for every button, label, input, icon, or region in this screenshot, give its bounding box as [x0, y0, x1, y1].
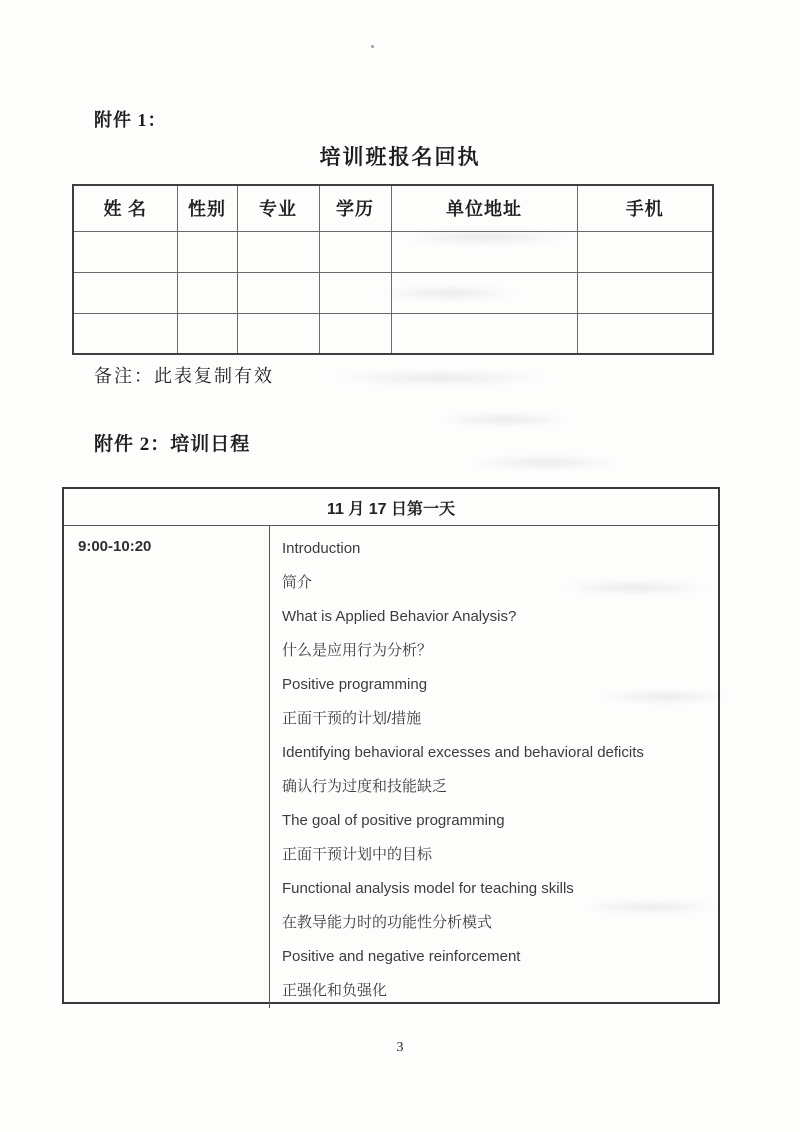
empty-cell — [391, 313, 577, 354]
schedule-item: Functional analysis model for teaching skills — [282, 880, 574, 897]
schedule-item: 正面干预的计划/措施 — [282, 710, 422, 727]
empty-cell — [177, 272, 237, 313]
schedule-table — [62, 487, 720, 1004]
empty-cell — [237, 313, 319, 354]
schedule-item: Positive programming — [282, 676, 428, 693]
empty-cell — [319, 313, 391, 354]
empty-cell — [577, 272, 713, 313]
col-header-name: 姓 名 — [73, 185, 177, 231]
empty-cell — [73, 272, 177, 313]
col-header-work-address: 单位地址 — [391, 185, 577, 231]
empty-cell — [237, 231, 319, 272]
schedule-item: What is Applied Behavior Analysis? — [282, 608, 517, 625]
copy-valid-note: 备注：此表复制有效 — [94, 366, 274, 386]
col-header-mobile: 手机 — [577, 185, 713, 231]
schedule-item: 简介 — [282, 574, 313, 591]
col-header-education: 学历 — [319, 185, 391, 231]
registration-table — [72, 184, 714, 355]
schedule-item: The goal of positive programming — [282, 812, 505, 829]
empty-cell — [391, 231, 577, 272]
schedule-item: 什么是应用行为分析？ — [282, 642, 433, 659]
empty-cell — [73, 313, 177, 354]
empty-cell — [577, 231, 713, 272]
scan-speck — [371, 45, 374, 48]
schedule-body-row — [64, 526, 718, 1008]
table-row — [73, 272, 713, 313]
col-header-gender: 性别 — [177, 185, 237, 231]
empty-cell — [319, 272, 391, 313]
schedule-item: 在教导能力时的功能性分析模式 — [282, 914, 493, 931]
col-header-major: 专业 — [237, 185, 319, 231]
schedule-item: Positive and negative reinforcement — [282, 948, 521, 965]
table-row — [73, 313, 713, 354]
schedule-item: Identifying behavioral excesses and behavioral deficits — [282, 744, 644, 761]
empty-cell — [177, 313, 237, 354]
table-row — [73, 231, 713, 272]
attachment1-label: 附件 1： — [94, 110, 167, 130]
schedule-time-cell: 9:00-10:20 — [64, 526, 270, 1008]
empty-cell — [237, 272, 319, 313]
schedule-day-header: 11 月 17 日第一天 — [64, 489, 718, 526]
schedule-item: 确认行为过度和技能缺乏 — [282, 778, 448, 795]
registration-table-header-row — [73, 185, 713, 231]
schedule-content-cell — [270, 526, 718, 1008]
scan-bleed-artifact — [470, 455, 620, 470]
registration-form-title: 培训班报名回执 — [319, 145, 481, 169]
empty-cell — [391, 272, 577, 313]
schedule-item: Introduction — [282, 540, 361, 557]
empty-cell — [319, 231, 391, 272]
attachment2-label: 附件 2：培训日程 — [94, 434, 251, 455]
schedule-item: 正强化和负强化 — [282, 982, 388, 999]
scan-bleed-artifact — [330, 370, 550, 386]
empty-cell — [73, 231, 177, 272]
scan-bleed-artifact — [440, 412, 570, 427]
schedule-item: 正面干预计划中的目标 — [282, 846, 433, 863]
page-number: 3 — [396, 1040, 404, 1055]
empty-cell — [577, 313, 713, 354]
empty-cell — [177, 231, 237, 272]
